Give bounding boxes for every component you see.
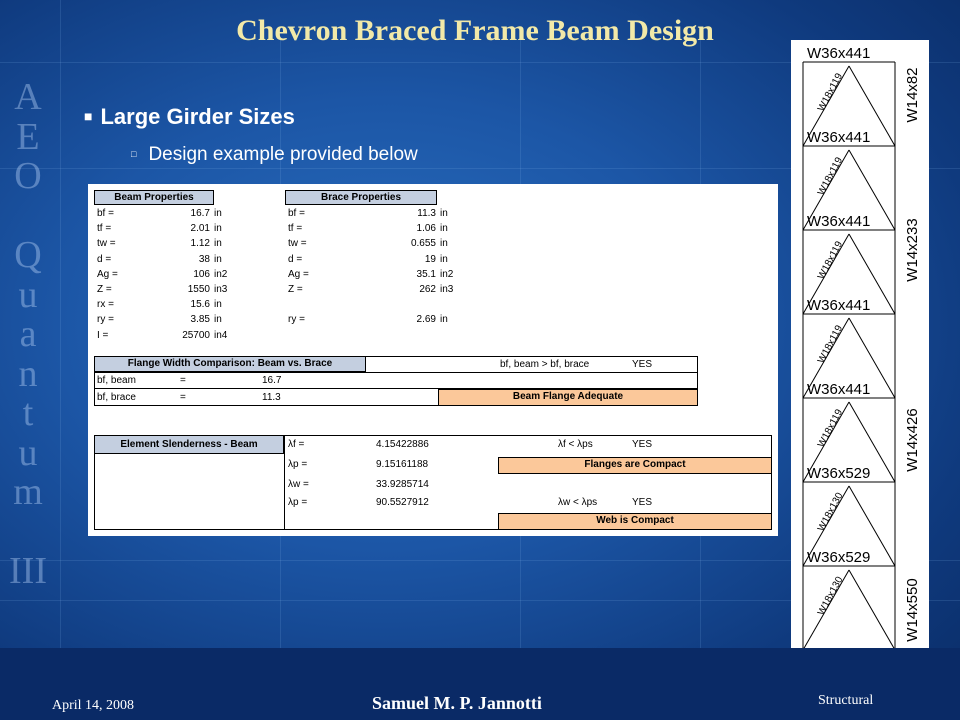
beam-label: W36x529 <box>807 465 871 482</box>
beam_props-label: Z = <box>97 284 112 295</box>
beam_props-label: tw = <box>97 238 116 250</box>
beam_props-unit: in4 <box>214 329 228 341</box>
beam_props-value: 2.01 <box>190 223 210 235</box>
brace_props-value: 19 <box>424 253 436 265</box>
slide-title: Chevron Braced Frame Beam Design <box>236 14 714 47</box>
sidebar-letter <box>8 197 48 237</box>
frame-drawing <box>791 40 929 676</box>
flange-row1-value: 16.7 <box>262 375 282 386</box>
brace-label: W18x119 <box>815 407 846 450</box>
slenderness-value: 4.15422886 <box>376 439 429 450</box>
flange-check-result: YES <box>632 359 653 370</box>
flange-row2-value: 11.3 <box>262 392 281 403</box>
beam_props-value: 1.12 <box>190 238 210 250</box>
flange-result-label: Beam Flange Adequate <box>438 389 698 406</box>
brace-label: W18x119 <box>815 71 846 114</box>
sidebar-letter: Q <box>14 234 42 276</box>
sidebar-letter: t <box>22 392 34 434</box>
brace_props-label: tf = <box>288 223 303 235</box>
sidebar-letter: A <box>14 76 42 118</box>
beam_props-label: I = <box>97 329 109 341</box>
beam-label: W36x441 <box>807 129 871 146</box>
slenderness-value: 33.9285714 <box>376 479 429 490</box>
web-compact-label: Web is Compact <box>498 513 772 530</box>
beam_props-value: 38 <box>198 253 210 265</box>
brace-label: W18x119 <box>815 323 846 366</box>
blueprint-line <box>60 0 61 648</box>
slenderness-check2-result: YES <box>632 497 653 508</box>
brace_props-value: 2.69 <box>416 314 436 326</box>
brace_props-unit: in <box>440 208 448 219</box>
column-label: W14x233 <box>904 218 921 282</box>
beam_props-unit: in <box>214 208 222 219</box>
braced-frame-elevation <box>791 40 929 676</box>
slenderness-divider <box>284 435 285 530</box>
sidebar-letter: E <box>16 115 40 158</box>
beam_props-label: Ag = <box>97 268 118 280</box>
brace-line <box>849 570 895 650</box>
brace_props-value: 1.06 <box>416 223 436 235</box>
hollow-square-bullet-icon: □ <box>131 149 137 159</box>
brace_props-unit: in <box>440 253 448 265</box>
brace_props-unit: in3 <box>440 284 454 295</box>
brace_props-value: 11.3 <box>417 208 436 219</box>
slenderness-symbol: λp = <box>288 459 308 470</box>
flange-row1-eq: = <box>180 375 186 386</box>
column-label: W14x550 <box>904 578 921 642</box>
beam_props-unit: in <box>214 253 222 265</box>
flange-row2-label: bf, brace <box>97 392 136 403</box>
brace_props-label: Z = <box>288 284 303 295</box>
beam_props-unit: in <box>214 314 222 326</box>
brace-label: W18x119 <box>815 155 846 198</box>
sidebar-letter <box>8 513 48 553</box>
beam_props-label: bf = <box>97 208 114 219</box>
square-bullet-icon: ■ <box>84 108 93 124</box>
beam_props-value: 25700 <box>182 329 210 341</box>
beam_props-value: 1550 <box>187 284 210 295</box>
bullet-main <box>84 104 295 130</box>
brace_props-unit: in <box>440 314 448 326</box>
sidebar-letter: u <box>18 273 38 316</box>
beam_props-unit: in2 <box>214 268 228 280</box>
bullet-sub <box>131 144 418 166</box>
brace_props-label: tw = <box>288 238 307 250</box>
beam_props-value: 3.85 <box>190 314 210 326</box>
beam_props-label: d = <box>97 253 112 265</box>
sidebar-letter: a <box>19 313 37 355</box>
footer-author: Samuel M. P. Jannotti <box>372 693 542 713</box>
brace_props-unit: in <box>440 238 448 250</box>
beam_props-value: 15.6 <box>190 299 210 311</box>
flange-row2-eq: = <box>180 392 186 403</box>
beam-properties-header: Beam Properties <box>94 190 214 205</box>
beam_props-unit: in <box>214 238 222 250</box>
slenderness-check2: λw < λps <box>558 497 598 508</box>
brace_props-label: ry = <box>288 314 305 326</box>
slenderness-value: 90.5527912 <box>376 497 429 508</box>
column-label: W14x426 <box>904 408 921 472</box>
brace-label: W18x119 <box>815 239 846 282</box>
flange-check-text: bf, beam > bf, brace <box>500 359 590 370</box>
flange-row1-label: bf, beam <box>97 375 136 386</box>
brace_props-unit: in <box>440 223 448 235</box>
bullet-main-text: Large Girder Sizes <box>100 104 295 129</box>
brace_props-value: 262 <box>419 284 436 295</box>
brace-label: W18x130 <box>815 574 846 618</box>
beam_props-label: tf = <box>97 223 112 235</box>
sidebar-letter: u <box>18 431 38 474</box>
slenderness-symbol: λp = <box>288 497 308 508</box>
brace-properties-header: Brace Properties <box>285 190 437 205</box>
beam-label: W36x529 <box>807 549 871 566</box>
beam-label: W36x441 <box>807 381 871 398</box>
sidebar-letter: m <box>13 471 43 513</box>
sidebar-letter: III <box>9 550 47 592</box>
beam-label: W36x441 <box>807 297 871 314</box>
slenderness-symbol: λw = <box>288 479 309 490</box>
slenderness-value: 9.15161188 <box>376 459 429 470</box>
beam_props-value: 106 <box>193 268 210 280</box>
slenderness-symbol: λf = <box>288 439 305 450</box>
brace_props-value: 0.655 <box>410 238 436 250</box>
flanges-compact-label: Flanges are Compact <box>498 457 772 474</box>
brace_props-label: bf = <box>288 208 305 219</box>
beam_props-label: rx = <box>97 299 114 311</box>
beam_props-value: 16.7 <box>190 208 210 219</box>
beam_props-label: ry = <box>97 314 114 326</box>
sidebar-letter: n <box>18 352 38 395</box>
beam_props-unit: in3 <box>214 284 228 295</box>
sidebar-letter: O <box>14 155 42 197</box>
design-spreadsheet <box>88 184 778 536</box>
footer-department: Structural <box>818 693 874 708</box>
beam_props-unit: in <box>214 223 222 235</box>
column-label: W14x82 <box>904 67 921 123</box>
bullet-sub-text: Design example provided below <box>148 144 418 165</box>
brace-label: W18x130 <box>815 490 846 534</box>
sidebar-watermark-text <box>8 78 48 592</box>
slenderness-check1-result: YES <box>632 439 653 450</box>
beam-label: W36x441 <box>807 45 871 62</box>
footer-date: April 14, 2008 <box>52 698 135 713</box>
slenderness-check1: λf < λps <box>558 439 593 450</box>
beam-label: W36x441 <box>807 213 871 230</box>
slenderness-header: Element Slenderness - Beam <box>94 435 284 454</box>
brace_props-value: 35.1 <box>416 268 436 280</box>
flange-comparison-header: Flange Width Comparison: Beam vs. Brace <box>94 356 366 372</box>
brace_props-unit: in2 <box>440 268 454 280</box>
beam_props-unit: in <box>214 299 222 311</box>
brace_props-label: d = <box>288 253 303 265</box>
brace_props-label: Ag = <box>288 268 309 280</box>
